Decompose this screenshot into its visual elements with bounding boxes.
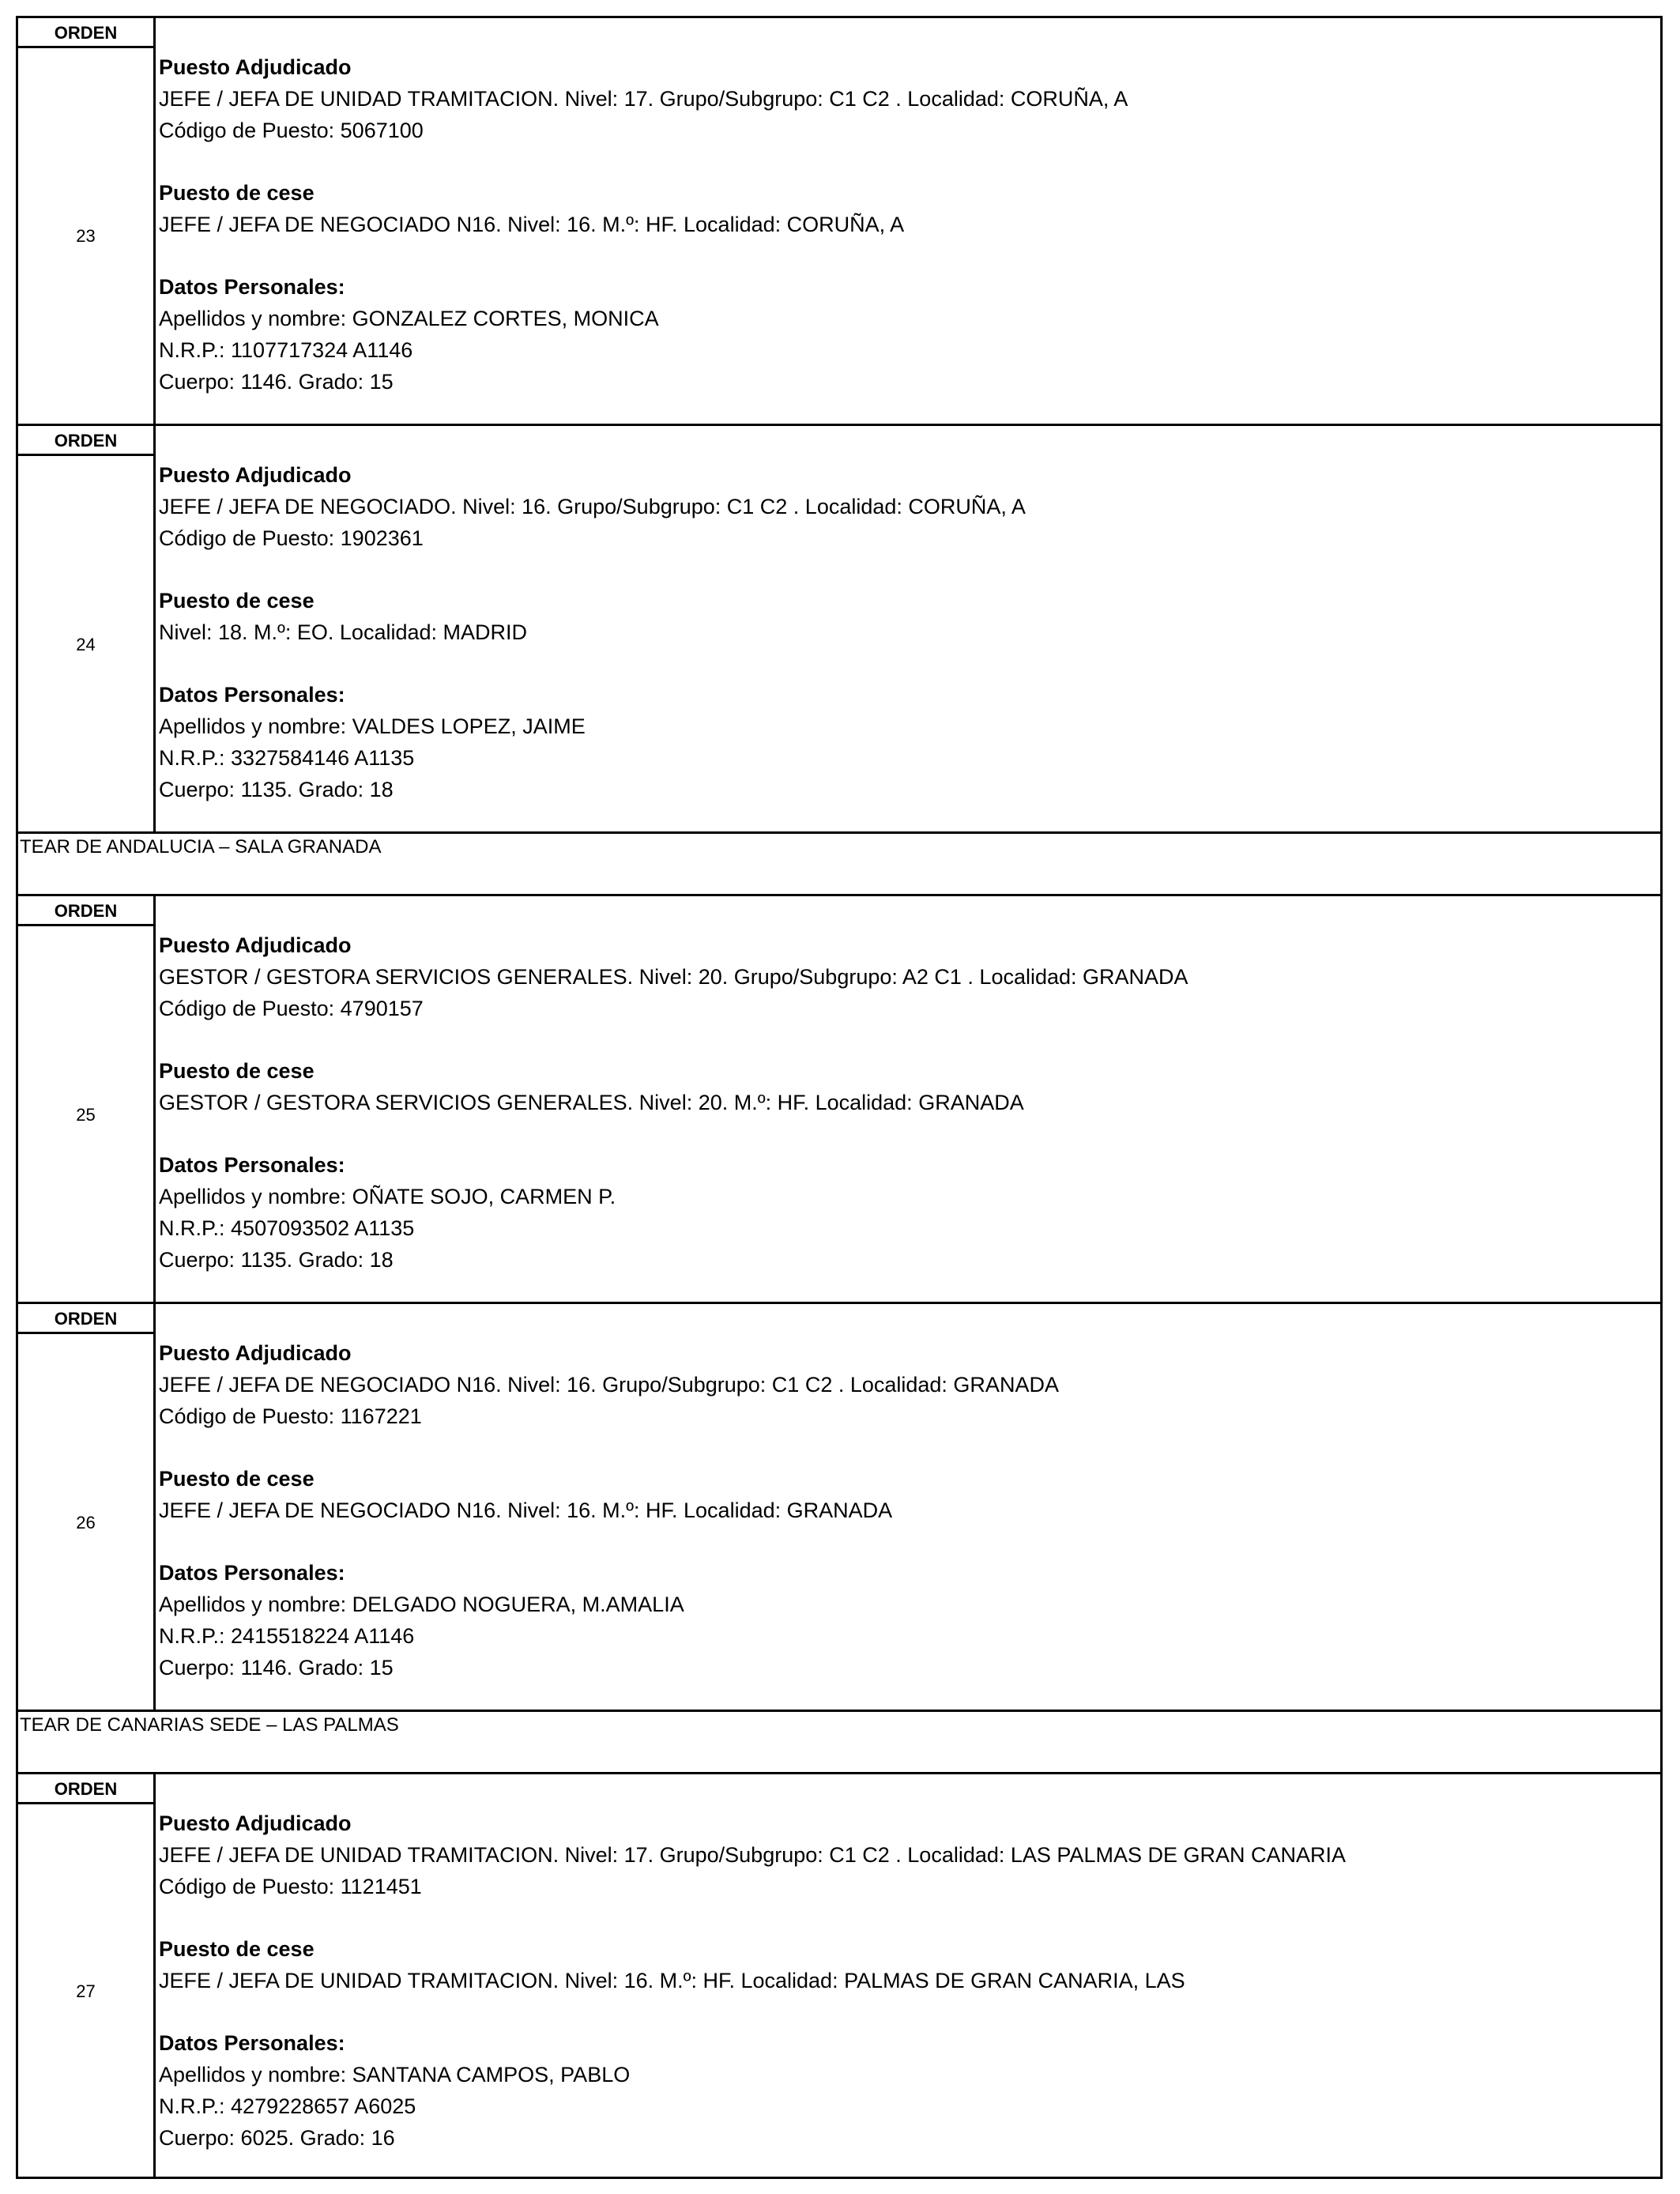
puesto-adjudicado-title: Puesto Adjudicado [159, 933, 352, 957]
order-number: 25 [76, 1105, 96, 1125]
datos-personales-title: Datos Personales: [159, 1153, 345, 1177]
nrp: N.R.P.: 2415518224 A1146 [159, 1624, 415, 1648]
order-number: 26 [76, 1513, 96, 1532]
cese-line: JEFE / JEFA DE NEGOCIADO N16. Nivel: 16. M.º: HF. Localidad: GRANADA [159, 1498, 893, 1522]
entry-content [156, 896, 1660, 1304]
nrp: N.R.P.: 4279228657 A6025 [159, 2094, 416, 2118]
order-header: ORDEN [18, 426, 153, 456]
codigo-puesto: Código de Puesto: 1167221 [159, 1404, 422, 1428]
datos-personales-title: Datos Personales: [159, 683, 345, 707]
codigo-puesto: Código de Puesto: 1902361 [159, 526, 424, 550]
cese-line: JEFE / JEFA DE NEGOCIADO N16. Nivel: 16. M.º: HF. Localidad: CORUÑA, A [159, 213, 905, 236]
entry-block [18, 1302, 1660, 1712]
apellidos-nombre: Apellidos y nombre: OÑATE SOJO, CARMEN P. [159, 1185, 616, 1208]
order-column [18, 896, 156, 1304]
order-header: ORDEN [18, 896, 153, 926]
puesto-cese-title: Puesto de cese [159, 1937, 315, 1961]
apellidos-nombre: Apellidos y nombre: GONZALEZ CORTES, MONICA [159, 307, 659, 330]
apellidos-nombre: Apellidos y nombre: VALDES LOPEZ, JAIME [159, 714, 586, 738]
entry-block [18, 894, 1660, 1304]
puesto-cese-title: Puesto de cese [159, 181, 315, 205]
entry-content [156, 18, 1660, 424]
codigo-puesto: Código de Puesto: 1121451 [159, 1875, 422, 1898]
puesto-cese-title: Puesto de cese [159, 1467, 315, 1491]
nrp: N.R.P.: 1107717324 A1146 [159, 338, 413, 362]
document-table [16, 16, 1663, 2179]
cuerpo-grado: Cuerpo: 1135. Grado: 18 [159, 778, 394, 801]
entry-block [18, 1772, 1660, 2179]
puesto-cese-title: Puesto de cese [159, 589, 315, 613]
section-header: TEAR DE ANDALUCIA – SALA GRANADA [18, 831, 1660, 894]
nrp: N.R.P.: 4507093502 A1135 [159, 1216, 415, 1240]
entry-block [18, 18, 1660, 424]
puesto-adjudicado-title: Puesto Adjudicado [159, 463, 352, 487]
order-number: 23 [76, 225, 96, 246]
order-column [18, 426, 156, 834]
adjudicado-line: JEFE / JEFA DE UNIDAD TRAMITACION. Nivel: 17. Grupo/Subgrupo: C1 C2 . Localidad: CORUÑA, A [159, 87, 1128, 111]
cese-line: Nivel: 18. M.º: EO. Localidad: MADRID [159, 620, 528, 644]
order-column [18, 1774, 156, 2179]
datos-personales-title: Datos Personales: [159, 1561, 345, 1585]
puesto-cese-title: Puesto de cese [159, 1059, 315, 1083]
order-column [18, 1304, 156, 1712]
puesto-adjudicado-title: Puesto Adjudicado [159, 55, 352, 79]
entry-block [18, 424, 1660, 834]
puesto-adjudicado-title: Puesto Adjudicado [159, 1811, 352, 1835]
codigo-puesto: Código de Puesto: 5067100 [159, 119, 424, 142]
adjudicado-line: GESTOR / GESTORA SERVICIOS GENERALES. Nivel: 20. Grupo/Subgrupo: A2 C1 . Localidad: GRANADA [159, 965, 1188, 989]
order-number: 27 [76, 1981, 96, 2001]
adjudicado-line: JEFE / JEFA DE NEGOCIADO N16. Nivel: 16. Grupo/Subgrupo: C1 C2 . Localidad: GRANADA [159, 1373, 1059, 1397]
apellidos-nombre: Apellidos y nombre: DELGADO NOGUERA, M.AMALIA [159, 1593, 684, 1616]
cese-line: JEFE / JEFA DE UNIDAD TRAMITACION. Nivel: 16. M.º: HF. Localidad: PALMAS DE GRAN CANARIA, LAS [159, 1969, 1185, 1992]
puesto-adjudicado-title: Puesto Adjudicado [159, 1341, 352, 1365]
cuerpo-grado: Cuerpo: 6025. Grado: 16 [159, 2126, 395, 2150]
nrp: N.R.P.: 3327584146 A1135 [159, 746, 415, 770]
order-header: ORDEN [18, 18, 153, 48]
order-number: 24 [76, 635, 96, 654]
order-column [18, 18, 156, 424]
cuerpo-grado: Cuerpo: 1135. Grado: 18 [159, 1248, 394, 1272]
cese-line: GESTOR / GESTORA SERVICIOS GENERALES. Nivel: 20. M.º: HF. Localidad: GRANADA [159, 1091, 1024, 1114]
datos-personales-title: Datos Personales: [159, 275, 345, 299]
datos-personales-title: Datos Personales: [159, 2031, 345, 2055]
adjudicado-line: JEFE / JEFA DE NEGOCIADO. Nivel: 16. Grupo/Subgrupo: C1 C2 . Localidad: CORUÑA, A [159, 495, 1026, 518]
order-header: ORDEN [18, 1774, 153, 1804]
cuerpo-grado: Cuerpo: 1146. Grado: 15 [159, 1656, 394, 1679]
order-header: ORDEN [18, 1304, 153, 1334]
apellidos-nombre: Apellidos y nombre: SANTANA CAMPOS, PABLO [159, 2063, 631, 2087]
adjudicado-line: JEFE / JEFA DE UNIDAD TRAMITACION. Nivel: 17. Grupo/Subgrupo: C1 C2 . Localidad: LAS PALMAS DE GRAN CANARIA [159, 1843, 1347, 1867]
entry-content [156, 1304, 1660, 1712]
entry-content [156, 426, 1660, 834]
codigo-puesto: Código de Puesto: 4790157 [159, 997, 424, 1020]
entry-content [156, 1774, 1660, 2179]
section-header: TEAR DE CANARIAS SEDE – LAS PALMAS [18, 1710, 1660, 1772]
cuerpo-grado: Cuerpo: 1146. Grado: 15 [159, 370, 394, 394]
